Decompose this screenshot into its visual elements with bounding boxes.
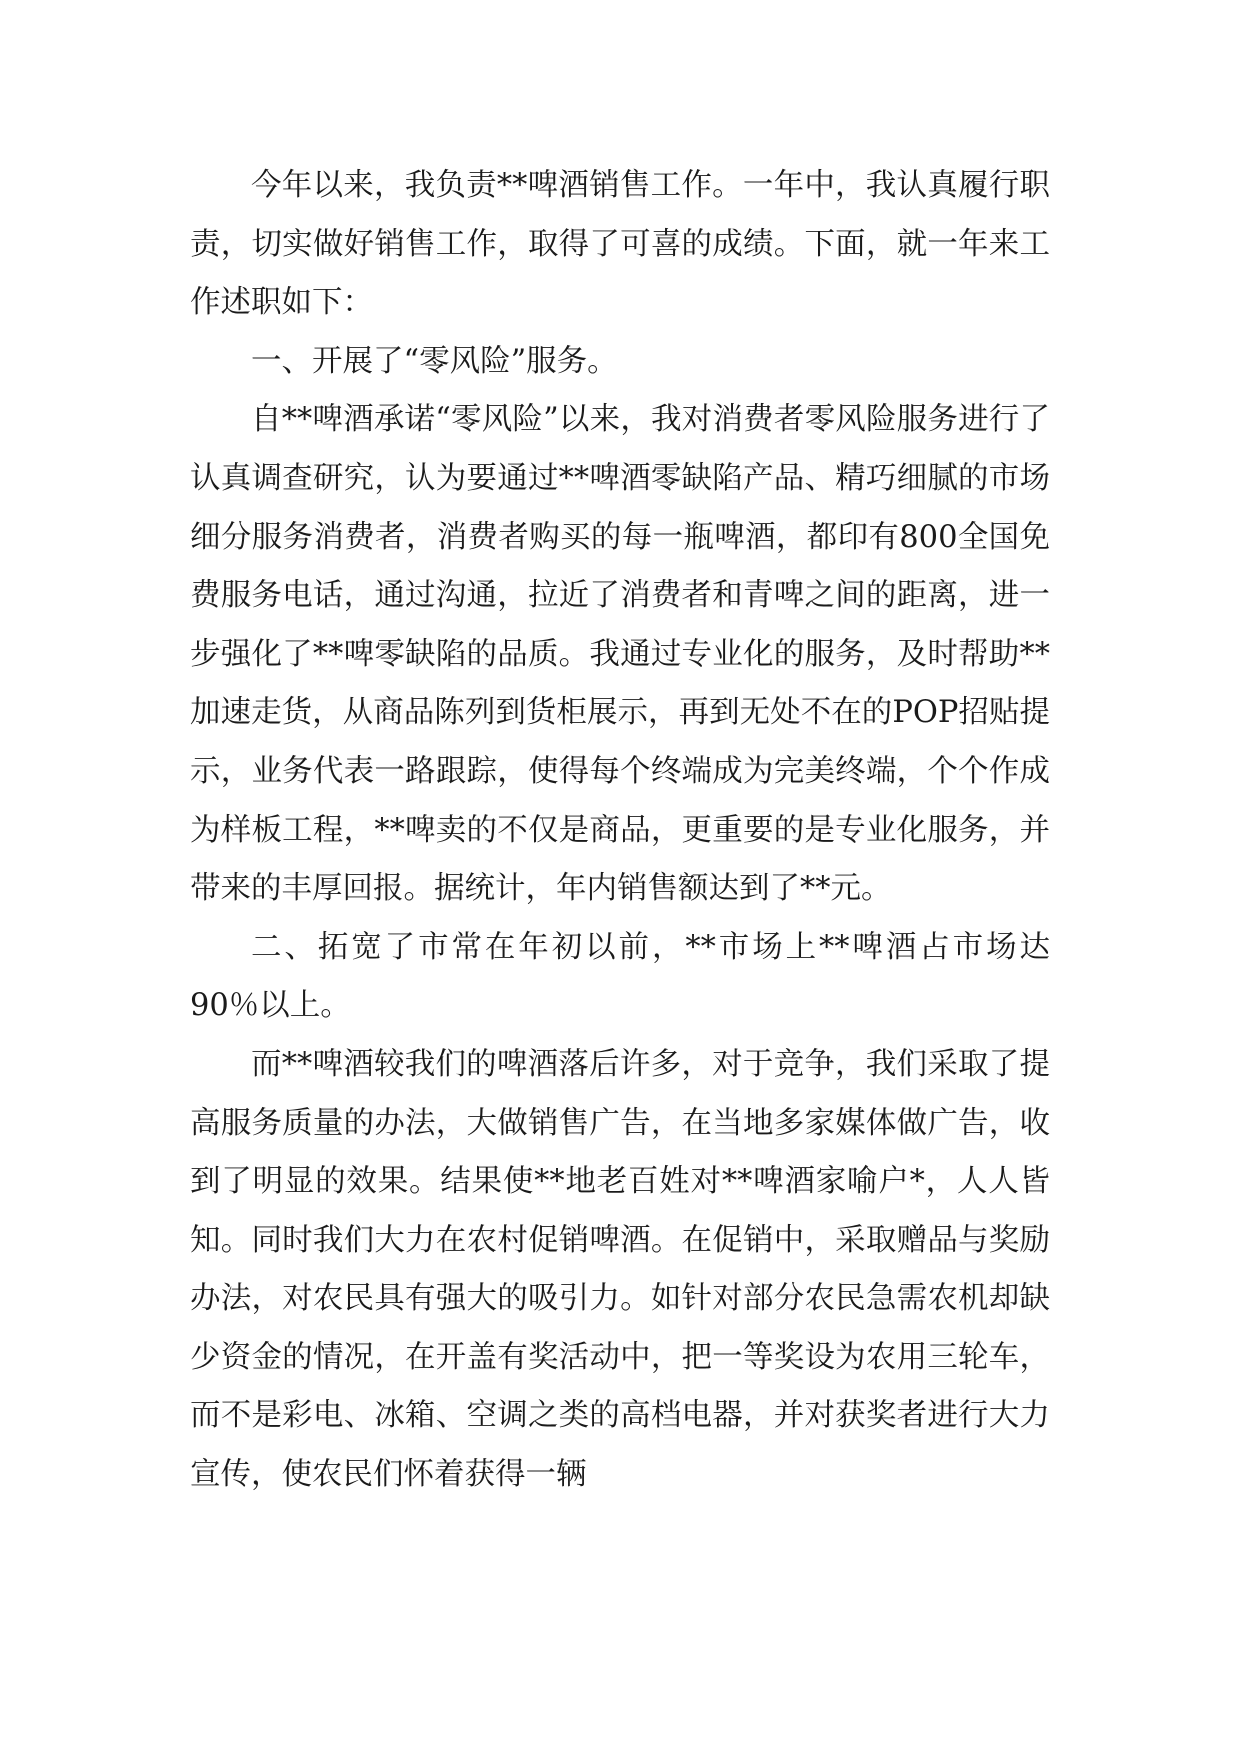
paragraph-market: 而**啤酒较我们的啤酒落后许多，对于竞争，我们采取了提高服务质量的办法，大做销售广告，在当地多家媒体做广告，收到了明显的效果。结果使**地老百姓对**啤酒家喻户*，人人皆知。同时我们大力在农村促销啤酒。在促销中，采取赠品与奖励办法，对农民具有强大的吸引力。如针对部分农民急需农机却缺少资金的情况，在开盖有奖活动中，把一等奖设为农用三轮车，而不是彩电、冰箱、空调之类的高档电器，并对获奖者进行大力宣传，使农民们怀着获得一辆: [190, 1046, 1050, 1493]
section-heading-market: 二、拓宽了市常在年初以前，**市场上**啤酒占市场达90％以上。: [190, 929, 1050, 1024]
document-body: [190, 157, 1050, 1505]
paragraph-intro: 今年以来，我负责**啤酒销售工作。一年中，我认真履行职责，切实做好销售工作，取得了可喜的成绩。下面，就一年来工作述职如下：: [190, 168, 1050, 321]
paragraph-zero-risk: 自**啤酒承诺“零风险”以来，我对消费者零风险服务进行了认真调查研究，认为要通过**啤酒零缺陷产品、精巧细腻的市场细分服务消费者，消费者购买的每一瓶啤酒，都印有800全国免费服务电话，通过沟通，拉近了消费者和青啤之间的距离，进一步强化了**啤零缺陷的品质。我通过专业化的服务，及时帮助**加速走货，从商品陈列到货柜展示，再到无处不在的POP招贴提示，业务代表一路跟踪，使得每个终端成为完美终端，个个作成为样板工程，**啤卖的不仅是商品，更重要的是专业化服务，并带来的丰厚回报。据统计，年内销售额达到了**元。: [190, 402, 1050, 907]
section-heading-zero-risk: 一、开展了“零风险”服务。: [251, 343, 618, 379]
